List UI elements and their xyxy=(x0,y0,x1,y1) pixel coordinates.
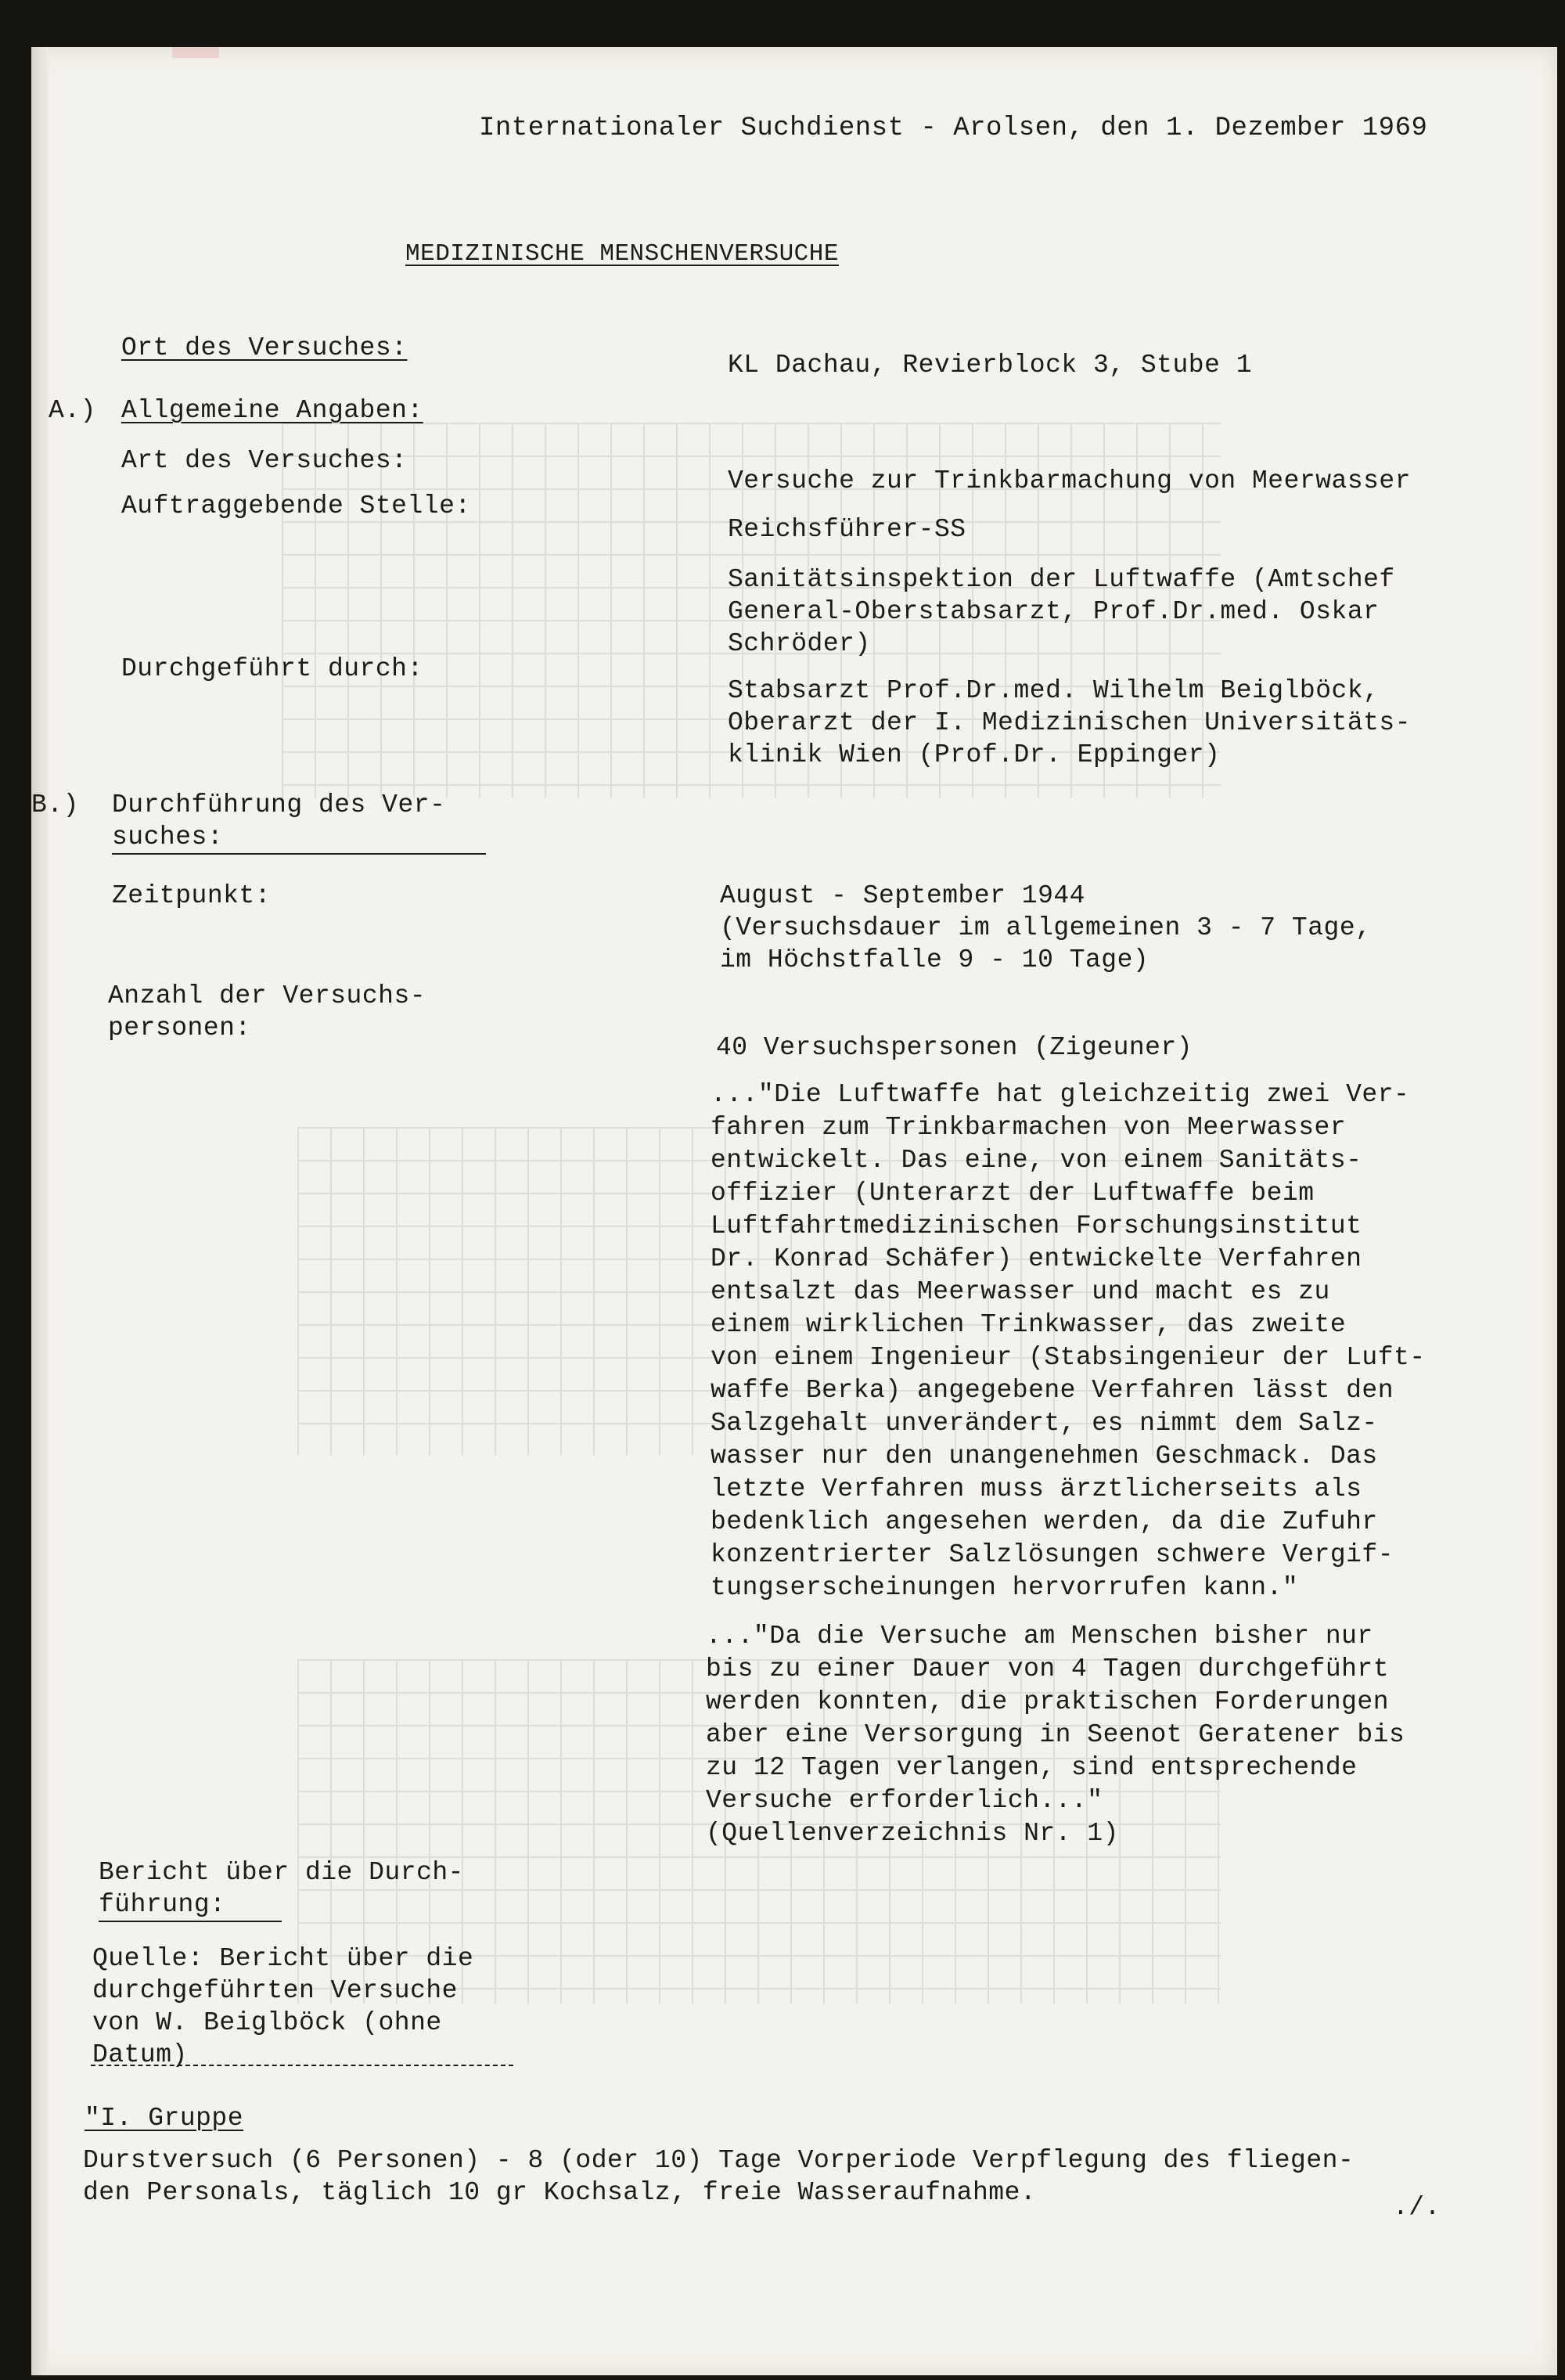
durch-label: Durchgeführt durch: xyxy=(121,654,423,683)
section-a-title: Allgemeine Angaben: xyxy=(121,396,423,425)
header-line: Internationaler Suchdienst - Arolsen, den 1. Dezember 1969 xyxy=(479,113,1428,143)
auftrag-label: Auftraggebende Stelle: xyxy=(121,491,471,520)
bleed-mark xyxy=(172,47,219,58)
gruppe-title: "I. Gruppe xyxy=(85,2104,244,2133)
auftrag-value-1: Reichsführer-SS xyxy=(728,515,966,544)
quote-block-1: ..."Die Luftwaffe hat gleichzeitig zwei Ver- fahren zum Trinkbarmachen von Meerwasser entwickelt. Das eine, von einem Sanitäts- offizier (Unterarzt der Luftwaffe beim Luftfahrtmedizinischen Forschungsinstitut Dr. Konrad Schäfer) entwickelte Verfahren entsalzt das Meerwasser und macht es zu einem wirklichen Trinkwasser, das zweite von einem Ingenieur (Stabsingenieur der Luft- waffe Berka) angegebene Verfahren lässt den Salzgehalt unverändert, es nimmt dem Salz- wasser nur den unangenehmen Geschmack. Das letzte Verfahren muss ärztlicherseits als bedenklich angesehen werden, da die Zufuhr konzentrierter Salzlösungen schwere Vergif- tungserscheinungen hervorrufen kann." xyxy=(711,1080,1426,1602)
page-edge xyxy=(31,47,49,2375)
art-value: Versuche zur Trinkbarmachung von Meerwasser xyxy=(728,466,1412,495)
zeit-value: August - September 1944 (Versuchsdauer im allgemeinen 3 - 7 Tage, im Höchstfalle 9 - 10 Tage) xyxy=(720,881,1372,974)
anzahl-label: Anzahl der Versuchs- personen: xyxy=(108,981,426,1042)
durch-value: Stabsarzt Prof.Dr.med. Wilhelm Beiglböck, Oberarzt der I. Medizinischen Universitäts- klinik Wien (Prof.Dr. Eppinger) xyxy=(728,676,1412,769)
section-a-marker: A.) xyxy=(49,396,96,425)
bericht-label: Bericht über die Durch- führung: xyxy=(99,1858,464,1919)
quote-block-2: ..."Da die Versuche am Menschen bisher nur bis zu einer Dauer von 4 Tagen durchgeführt werden konnten, die praktischen Forderungen aber eine Versorgung in Seenot Geratener bis zu 12 Tagen verlangen, sind entsprechende Versuche erforderlich..." (Quellenverzeichnis Nr. 1) xyxy=(706,1622,1405,1848)
art-label: Art des Versuches: xyxy=(121,446,408,475)
zeit-label: Zeitpunkt: xyxy=(112,881,272,910)
bericht-underline xyxy=(99,1921,282,1922)
gruppe-text: Durstversuch (6 Personen) - 8 (oder 10) Tage Vorperiode Verpflegung des fliegen- den Personals, täglich 10 gr Kochsalz, freie Wasseraufnahme. xyxy=(83,2146,1355,2207)
continuation-mark: ./. xyxy=(1393,2193,1441,2222)
page-title: MEDIZINISCHE MENSCHENVERSUCHE xyxy=(405,240,839,268)
section-b-marker: B.) xyxy=(31,790,79,819)
quelle-text: Quelle: Bericht über die durchgeführten Versuche von W. Beiglböck (ohne Datum) xyxy=(92,1944,474,2069)
anzahl-value: 40 Versuchspersonen (Zigeuner) xyxy=(716,1033,1193,1062)
section-b-title: Durchführung des Ver- suches: xyxy=(112,790,446,852)
section-b-underline xyxy=(112,853,486,855)
ort-label: Ort des Versuches: xyxy=(121,333,408,362)
auftrag-value-2: Sanitätsinspektion der Luftwaffe (Amtschef General-Oberstabsarzt, Prof.Dr.med. Oskar Schröder) xyxy=(728,565,1395,658)
document-page xyxy=(31,47,1557,2375)
quelle-dashed-line xyxy=(91,2065,513,2066)
ort-value: KL Dachau, Revierblock 3, Stube 1 xyxy=(728,351,1253,380)
